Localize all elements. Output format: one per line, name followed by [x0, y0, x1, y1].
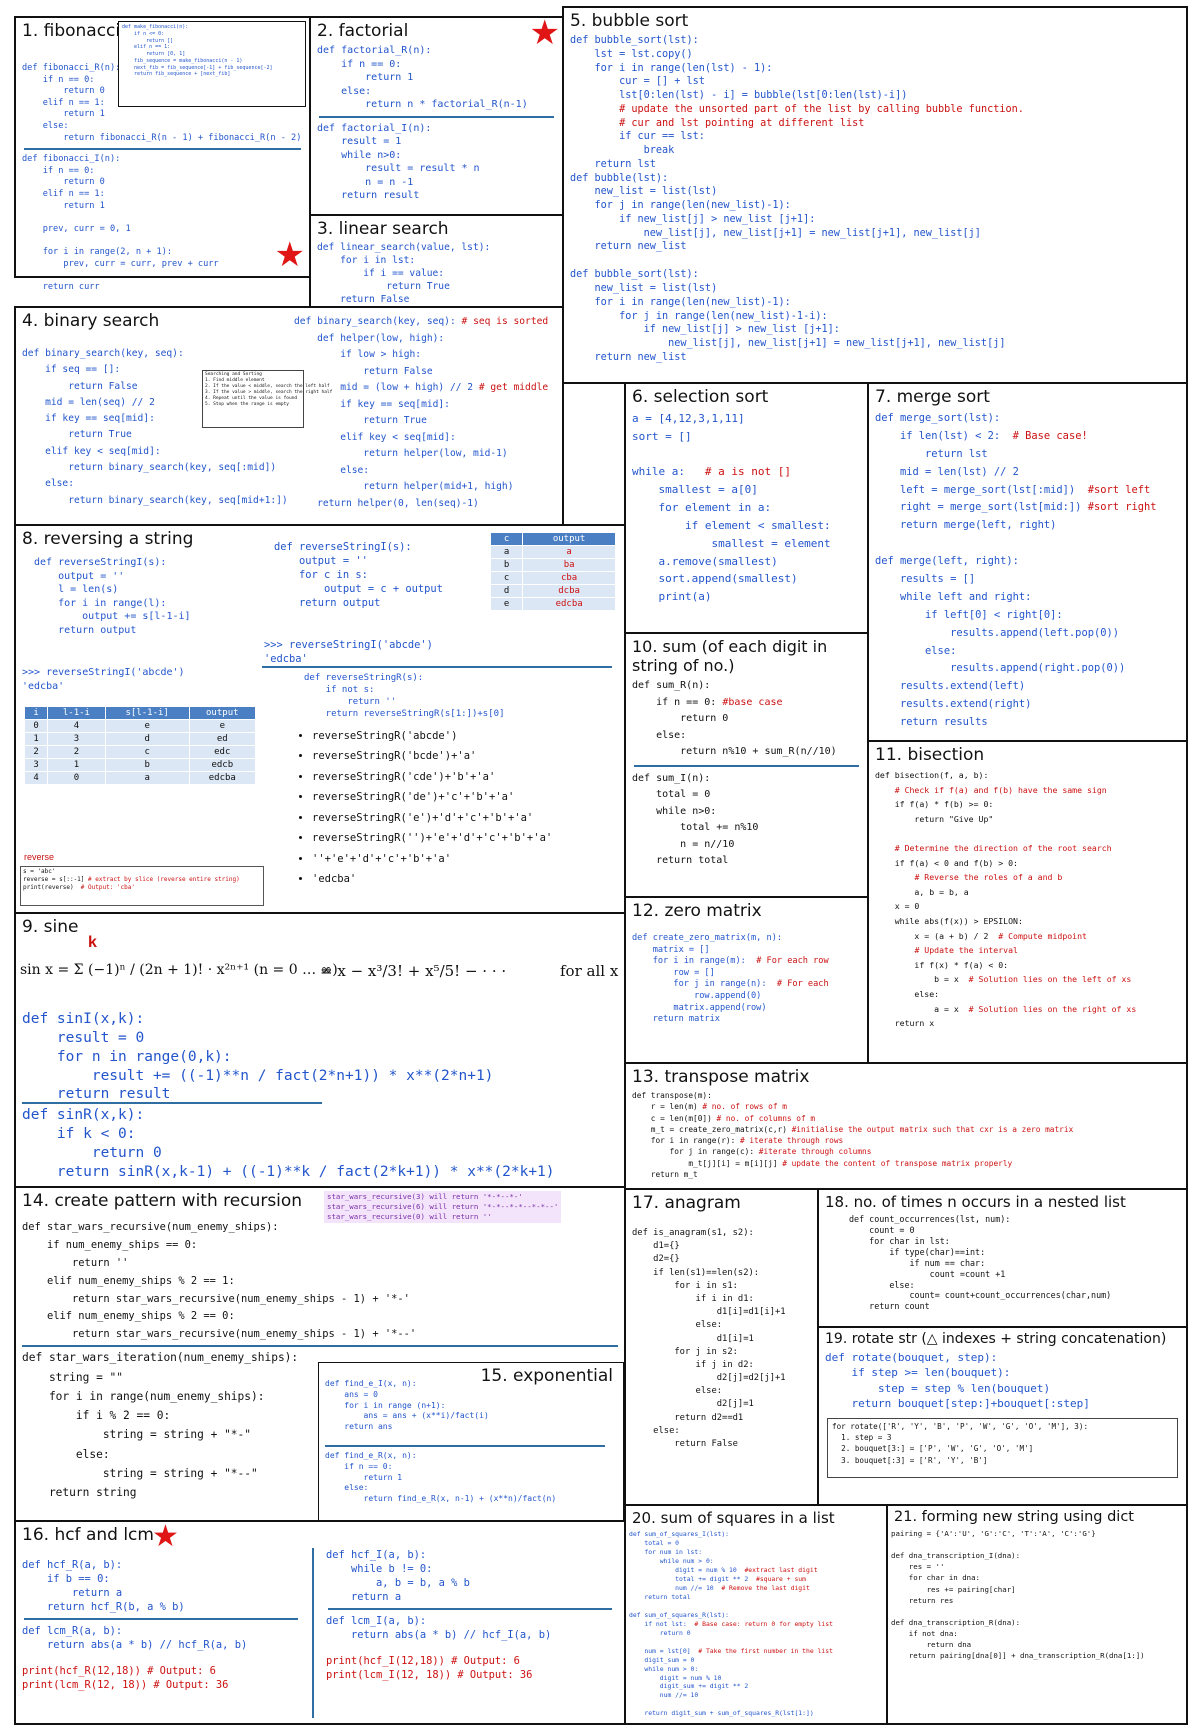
- code-comment: #sort right: [1087, 501, 1157, 514]
- code-block: >>> reverseStringI('abcde') 'edcba': [264, 639, 433, 666]
- section-title: 19. rotate str (△ indexes + string concatenation): [825, 1331, 1167, 1347]
- code-comment: # get middle: [478, 382, 549, 393]
- code-block: def factorial_I(n): result = 1 while n>0: result = result * n n = n -1 return result: [317, 122, 480, 201]
- divider: [325, 1445, 605, 1447]
- table-cell: b: [491, 559, 523, 572]
- table-row: [25, 759, 256, 772]
- section-title: 1. fibonacci: [22, 21, 121, 41]
- code-comment: #sort left: [1087, 483, 1151, 496]
- table-cell: 0: [48, 772, 106, 785]
- table-cell: dcba: [523, 585, 616, 598]
- code-block: for rotate(['R', 'Y', 'B', 'P', 'W', 'G', 'O', 'M'], 3): 1. step = 3 2. bouquet[3:] = ['P', 'W', 'G', 'O', 'M'] 3. bouquet[:3] = ['R', 'Y', 'B']: [832, 1421, 1089, 1465]
- code-block: def reverseStringR(s): if not s: return '' return reverseStringR(s[1:])+s[0]: [304, 673, 505, 720]
- code-comment: # Base case!: [1012, 429, 1088, 442]
- table-cell: 2: [48, 746, 106, 759]
- star-icon: ★: [152, 1520, 179, 1553]
- table-cell: 3: [25, 759, 48, 772]
- divider: [319, 116, 554, 118]
- code-block: def count_occurrences(lst, num): count = 0 for char in lst: if type(char)==int: if num == char: count =count +1 else: count= count+count_occurrences(char,num) return count: [849, 1214, 1112, 1312]
- code-block: def fibonacci_I(n): if n == 0: return 0 elif n == 1: return 1 prev, curr = 0, 1 for i in range(2, n + 1): prev, curr = curr, prev + curr return curr: [22, 154, 219, 292]
- code-comment: #base case: [722, 696, 783, 708]
- table-cell: 1: [48, 759, 106, 772]
- table-cell: a: [523, 546, 616, 559]
- section-rotate-string: [817, 1326, 1188, 1506]
- section-title: 9. sine: [22, 917, 79, 937]
- section-title: 2. factorial: [317, 21, 409, 41]
- reverse-slice-box: [20, 866, 264, 906]
- section-selection-sort: [624, 382, 869, 634]
- code-comment: # Solution lies on the right of xs: [968, 1003, 1137, 1014]
- table-cell: cba: [523, 572, 616, 585]
- divider: [24, 148, 301, 150]
- formula-expansion: = x − x³/3! + x⁵/5! − · · ·: [320, 962, 507, 980]
- trace-table-char: [490, 532, 616, 611]
- code-block: def hcf_I(a, b): while b != 0: a, b = b, a % b return a: [326, 1549, 470, 1604]
- code-block: def find_e_R(x, n): if n == 0: return 1 else: return find_e_R(x, n-1) + (x**n)/fact(n): [325, 1451, 557, 1504]
- table-cell: 1: [25, 733, 48, 746]
- section-zero-matrix: [624, 896, 869, 1064]
- table-cell: a: [105, 772, 189, 785]
- section-title: 16. hcf and lcm: [22, 1525, 154, 1545]
- code-block: def lcm_I(a, b): return abs(a * b) // hcf_I(a, b): [326, 1615, 552, 1642]
- section-title: 10. sum (of each digit in string of no.): [632, 637, 828, 675]
- table-header: i: [25, 707, 48, 720]
- section-title: 18. no. of times n occurs in a nested list: [825, 1193, 1126, 1211]
- code-block: def reverseStringI(s): output = '' for c in s: output = c + output return output: [274, 541, 443, 610]
- section-title: 12. zero matrix: [632, 901, 762, 921]
- code-block: pairing = {'A':'U', 'G':'C', 'T':'A', 'C':'G'} def dna_transcription_I(dna): res = '' for char in dna: res += pairing[char] return res def dna_transcription_R(dna): if not dna: return dna return pairing[dna[0]] + dna_transcription_R(dna[1:]): [891, 1529, 1145, 1661]
- divider: [22, 1345, 618, 1347]
- section-fibonacci: [14, 16, 311, 292]
- section-hcf-lcm: [14, 1520, 626, 1725]
- code-block: def make_fibonacci(n): if n <= 0: return [] elif n == 1: return [0, 1] fib_sequence = make_fibonacci(n - 1) next_fib = fib_sequence[-1] + fib_sequence[-2] return fib_sequence + [next_fib]: [122, 24, 273, 78]
- code-comment: # Take the first number in the list: [698, 1646, 833, 1655]
- table-header: c: [491, 533, 523, 546]
- code-block: def reverseStringI(s): output = '' l = len(s) for i in range(l): output += s[l-1-i] return output: [34, 557, 191, 636]
- note-text: Searching and Sorting 1. Find middle element 2. If the value < middle, search the left half 3. If the value > middle, search the right half 4. Repeat until the value is found 5. Stop when the range is empty: [205, 372, 333, 408]
- code-comment: # cur and lst pointing at different list: [619, 117, 865, 129]
- list-item: • reverseStringR('')+'e'+'d'+'c'+'b'+'a': [312, 828, 552, 848]
- code-comment: # Solution lies on the left of xs: [968, 974, 1132, 985]
- code-comment: # no. of columns of m: [716, 1113, 816, 1123]
- code-comment: # extract by slice (reverse entire string): [88, 876, 240, 884]
- divider: [328, 1608, 612, 1610]
- table-row: [491, 585, 616, 598]
- formula-condition: for all x: [560, 962, 619, 980]
- section-title: 8. reversing a string: [22, 529, 194, 549]
- reverse-label: reverse: [24, 852, 55, 862]
- code-comment: # Determine the direction of the root search: [894, 842, 1112, 853]
- section-merge-sort: [867, 382, 1188, 742]
- code-block: def create_zero_matrix(m, n): matrix = [] for i in range(m): # For each row row = [] for j in range(n): # For each row.append(0) matrix.append(row) return matrix: [632, 933, 829, 1025]
- code-comment: # Check if f(a) and f(b) have the same sign: [894, 784, 1107, 795]
- code-block: def binary_search(key, seq): if seq == []: return False mid = len(seq) // 2 if key == seq[mid]: return True elif key < seq[mid]: return binary_search(key, seq[:mid]) else: return binary_search(key, seq[mid+1:]): [22, 348, 288, 506]
- star-icon: ★: [274, 236, 305, 274]
- table-cell: 4: [25, 772, 48, 785]
- table-cell: ed: [189, 733, 255, 746]
- divider: [22, 1102, 322, 1104]
- code-block: def sinR(x,k): if k < 0: return 0 return sinR(x,k-1) + ((-1)**k / fact(2*k+1)) * x**(2*k+1): [22, 1107, 555, 1180]
- code-comment: # Output: 'cba': [80, 884, 135, 892]
- code-comment: # no. of rows of m: [702, 1102, 787, 1112]
- code-block: >>> reverseStringI('abcde') 'edcba': [22, 667, 185, 692]
- section-exponential: [318, 1362, 624, 1522]
- table-row: [491, 559, 616, 572]
- code-block: a = [4,12,3,1,11] sort = [] while a: # a is not [] smallest = a[0] for element in a: if element < smallest: smallest = element a.remove(smallest) sort.append(smallest) print(a): [632, 412, 831, 604]
- table-header: output: [523, 533, 616, 546]
- code-block: def linear_search(value, lst): for i in lst: if i == value: return True return False: [317, 242, 491, 305]
- hcf-lcm-left: [16, 1558, 306, 1692]
- divider: [24, 1618, 298, 1620]
- section-transpose-matrix: [624, 1062, 1188, 1190]
- section-sum-of-squares: [624, 1504, 888, 1725]
- code-comment: # Update the interval: [914, 945, 1018, 956]
- section-bisection: [867, 740, 1188, 1064]
- table-cell: 0: [25, 720, 48, 733]
- section-title: 17. anagram: [632, 1193, 741, 1213]
- section-title: 5. bubble sort: [570, 11, 689, 31]
- code-block: print(hcf_I(12,18)) # Output: 6 print(lcm_I(12, 18)) # Output: 36: [326, 1655, 533, 1682]
- code-block: def binary_search(key, seq): # seq is sorted def helper(low, high): if low > high: return False mid = (low + high) // 2 # get middle if key == seq[mid]: return True elif key < seq[mid]: return helper(low, mid-1) else: return helper(mid+1, high) return helper(0, len(seq)-1): [294, 316, 549, 509]
- code-comment: # Base case: return 0 for empty list: [694, 1619, 833, 1628]
- section-binary-search: [14, 306, 564, 526]
- list-item: • reverseStringR('abcde'): [312, 726, 552, 746]
- code-block: def bisection(f, a, b): # Check if f(a) and f(b) have the same sign if f(a) * f(b) >= 0: return "Give Up" # Determine the direction of the root search if f(a) < 0 and f(b) > 0: # Reverse the roles of a and b a, b = b, a x = 0 while abs(f(x)) > EPSILON: x = (a + b) / 2 # Compute midpoint # Update the interval if f(x) * f(a) < 0: b = x # Solution lies on the left of xs else: a = x # Solution lies on the right of xs return x: [875, 770, 1137, 1029]
- section-title: 6. selection sort: [632, 387, 769, 407]
- code-block: def sum_R(n): if n == 0: #base case return 0 else: return n%10 + sum_R(n//10): [632, 680, 837, 757]
- list-item: • ''+'e'+'d'+'c'+'b'+'a': [312, 849, 552, 869]
- section-title: 11. bisection: [875, 745, 985, 765]
- table-header: l-1-i: [48, 707, 106, 720]
- table-cell: 3: [48, 733, 106, 746]
- rotate-example-box: [827, 1418, 1178, 1478]
- code-block: print(hcf_R(12,18)) # Output: 6 print(lcm_R(12, 18)) # Output: 36: [22, 1665, 229, 1692]
- code-block: def rotate(bouquet, step): if step >= len(bouquet): step = step % len(bouquet) return bouquet[step:]+bouquet[:step]: [825, 1351, 1090, 1411]
- code-block: def lcm_R(a, b): return abs(a * b) // hcf_R(a, b): [22, 1625, 248, 1652]
- table-row: [491, 546, 616, 559]
- table-cell: 4: [48, 720, 106, 733]
- sine-formula: [20, 962, 620, 1002]
- binary-search-note: [202, 370, 333, 428]
- list-item: • reverseStringR('de')+'c'+'b'+'a': [312, 787, 552, 807]
- table-cell: b: [105, 759, 189, 772]
- code-block: def fibonacci_R(n): if n == 0: return 0 elif n == 1: return 1 else: return fibonacci_R(n - 1) + fibonacci_R(n - 2): [22, 63, 302, 143]
- code-block: def star_wars_recursive(num_enemy_ships): if num_enemy_ships == 0: return '' elif num_enemy_ships % 2 == 1: return star_wars_recursive(num_enemy_ships - 1) + '*-' elif num_enemy_ships % 2 == 0: return star_wars_recursive(num_enemy_ships - 1) + '*--': [22, 1221, 417, 1341]
- section-title: 15. exponential: [480, 1366, 613, 1386]
- section-sum-digits: [624, 632, 869, 898]
- code-block: def bubble_sort(lst): lst = lst.copy() for i in range(len(lst) - 1): cur = [] + lst lst[0:len(lst) - i] = bubble(lst[0:len(lst)-i]) # update the unsorted part of the list by calling bubble function. # cur and lst pointing at different list if cur == lst: break return lst def bubble(lst): new_list = list(lst) for j in range(len(new_list)-1): if new_list[j] > new_list [j+1]: new_list[j], new_list[j+1] = new_list[j+1], new_list[j] return new_list: [570, 35, 1024, 253]
- code-comment: # seq is sorted: [461, 316, 549, 327]
- table-header: output: [189, 707, 255, 720]
- table-cell: a: [491, 546, 523, 559]
- code-comment: #iterate through columns: [758, 1147, 872, 1157]
- code-block: def star_wars_iteration(num_enemy_ships): string = "" for i in range(num_enemy_ships): if i % 2 == 0: string = string + "*-" else: string = string + "*--" return string: [22, 1351, 299, 1500]
- code-comment: # a is not []: [704, 465, 791, 479]
- code-block: def sum_I(n): total = 0 while n>0: total += n%10 n = n//10 return total: [632, 772, 759, 866]
- code-comment: # Compute midpoint: [998, 930, 1087, 941]
- code-block: s = 'abc' reverse = s[::-1] # extract by slice (reverse entire string) print(reverse) # Output: 'cba': [23, 868, 240, 892]
- hcf-lcm-right: [312, 1548, 620, 1718]
- table-cell: edc: [189, 746, 255, 759]
- star-icon: ★: [529, 14, 560, 52]
- code-comment: # Reverse the roles of a and b: [914, 872, 1063, 883]
- section-bubble-sort: [562, 6, 1188, 384]
- list-item: • reverseStringR('bcde')+'a': [312, 746, 552, 766]
- code-comment: # update the content of transpose matrix properly: [782, 1158, 1013, 1168]
- section-linear-search: [309, 214, 564, 308]
- code-block: def find_e_I(x, n): ans = 0 for i in range (n+1): ans = ans + (x**i)/fact(i) return ans: [325, 1379, 489, 1432]
- table-row: [491, 598, 616, 611]
- table-cell: e: [189, 720, 255, 733]
- code-block: def transpose(m): r = len(m) # no. of rows of m c = len(m[0]) # no. of columns of m m_t = create_zero_matrix(c,r) #initialise the output matrix such that cxr is a zero matrix for i in range(r): # iterate through rows for j in range(c): #iterate through columns m_t[j][i] = m[i][j] # update the content of transpose matrix properly return m_t: [632, 1091, 1074, 1180]
- code-comment: #extract last digit: [744, 1565, 818, 1574]
- section-title: 4. binary search: [22, 311, 160, 331]
- code-block: def factorial_R(n): if n == 0: return 1 else: return n * factorial_R(n-1): [317, 45, 528, 110]
- divider: [634, 765, 859, 767]
- section-title: 14. create pattern with recursion: [22, 1191, 303, 1211]
- pattern-examples: star_wars_recursive(3) will return '*-*--*-' star_wars_recursive(6) will return '*-*--*-*--*-*--' star_wars_recursive(0) will return '': [324, 1191, 561, 1223]
- table-cell: ba: [523, 559, 616, 572]
- code-block: def bubble_sort(lst): new_list = list(lst) for i in range(len(new_list)-1): for j in range(len(new_list)-1-i): if new_list[j] > new_list [j+1]: new_list[j], new_list[j+1] = new_list[j+1], new_list[j] return new_list: [570, 269, 1006, 363]
- table-row: [25, 772, 256, 785]
- list-item: • reverseStringR('e')+'d'+'c'+'b'+'a': [312, 808, 552, 828]
- table-header: s[l-1-i]: [105, 707, 189, 720]
- table-row: [25, 720, 256, 733]
- formula-series: sin x = Σ (−1)ⁿ / (2n + 1)! · x²ⁿ⁺¹ (n = 0 … ∞): [20, 962, 338, 978]
- table-cell: e: [105, 720, 189, 733]
- section-sine: [14, 912, 626, 1188]
- section-dict-string: [886, 1504, 1188, 1725]
- code-block: def sinI(x,k): result = 0 for n in range(0,k): result += ((-1)**n / fact(2*n+1)) * x**(2*n+1) return result: [22, 1011, 494, 1103]
- table-row: [25, 746, 256, 759]
- section-factorial: [309, 16, 564, 216]
- section-title: 13. transpose matrix: [632, 1067, 810, 1087]
- list-item: • 'edcba': [312, 869, 552, 889]
- table-cell: d: [105, 733, 189, 746]
- k-annotation: k: [88, 934, 97, 951]
- code-block: def merge_sort(lst): if len(lst) < 2: # Base case! return lst mid = len(lst) // 2 left = merge_sort(lst[:mid]) #sort left right = merge_sort(lst[mid:]) #sort right return merge(left, right) def merge(left, right): results = [] while left and right: if left[0] < right[0]: results.append(left.pop(0)) else: results.append(right.pop(0)) results.extend(left) results.extend(right) return results: [875, 412, 1157, 729]
- section-title: 7. merge sort: [875, 387, 990, 407]
- code-block: def hcf_R(a, b): if b == 0: return a return hcf_R(b, a % b): [22, 1559, 185, 1614]
- table-cell: c: [105, 746, 189, 759]
- code-comment: # Remove the last digit: [721, 1583, 810, 1592]
- trace-table-index: [24, 706, 256, 785]
- divider: [262, 666, 612, 668]
- recursion-trace-list: [298, 726, 552, 890]
- code-comment: # For each row: [756, 956, 829, 967]
- section-title: 20. sum of squares in a list: [632, 1509, 835, 1527]
- code-block: def sum_of_squares_I(lst): total = 0 for num in lst: while num > 0: digit = num % 10 #extract last digit total += digit ** 2 #square + sum num //= 10 # Remove the last digit return total def sum_of_squares_R(lst): if not lst: # Base case: return 0 for empty list return 0 num = lst[0] # Take the first number in the list digit_sum = 0 while num > 0: digit = num % 10 digit_sum += digit ** 2 num //= 10 return digit_sum + sum_of_squares_R(lst[1:]): [629, 1530, 833, 1718]
- table-row: [25, 733, 256, 746]
- section-nested-count: [817, 1188, 1188, 1328]
- section-title: 3. linear search: [317, 219, 449, 239]
- table-cell: e: [491, 598, 523, 611]
- code-comment: # iterate through rows: [739, 1136, 844, 1146]
- fibonacci-inset-box: [118, 21, 306, 107]
- code-comment: # update the unsorted part of the list by calling bubble function.: [619, 103, 1024, 115]
- code-comment: #square + sum: [755, 1574, 806, 1583]
- table-cell: edcba: [189, 772, 255, 785]
- section-reversing-string: [14, 524, 626, 914]
- table-cell: c: [491, 572, 523, 585]
- table-cell: d: [491, 585, 523, 598]
- table-cell: edcba: [523, 598, 616, 611]
- code-block: def is_anagram(s1, s2): d1={} d2={} if len(s1)==len(s2): for i in s1: if i in d1: d1[i]=d1[i]+1 else: d1[i]=1 for j in s2: if j in d2: d2[j]=d2[j]+1 else: d2[j]=1 return d2==d1 else: return False: [632, 1228, 786, 1449]
- section-anagram: [624, 1188, 819, 1506]
- section-title: 21. forming new string using dict: [894, 1509, 1134, 1525]
- code-comment: #initialise the output matrix such that cxr is a zero matrix: [791, 1124, 1074, 1134]
- table-cell: 2: [25, 746, 48, 759]
- list-item: • reverseStringR('cde')+'b'+'a': [312, 767, 552, 787]
- code-comment: # For each: [776, 979, 829, 990]
- table-row: [491, 572, 616, 585]
- table-cell: edcb: [189, 759, 255, 772]
